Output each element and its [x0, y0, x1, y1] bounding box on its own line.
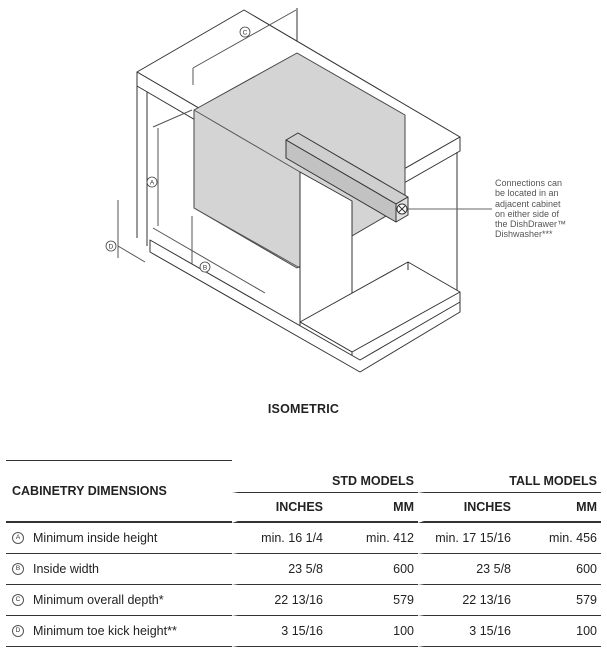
marker-b-icon: B	[12, 563, 24, 575]
marker-c	[240, 27, 250, 37]
row-label	[6, 585, 232, 616]
row-label-text: Minimum overall depth*	[33, 593, 164, 607]
cell-tall-inches: 23 5/8	[418, 554, 515, 585]
table-title: CABINETRY DIMENSIONS	[6, 460, 232, 523]
row-label	[6, 523, 232, 554]
cell-tall-inches: 22 13/16	[418, 585, 515, 616]
marker-a	[147, 177, 157, 187]
row-label-text: Inside width	[33, 562, 100, 576]
unit-std-mm: MM	[327, 493, 418, 523]
marker-b-label: B	[202, 264, 208, 272]
cell-std-inches: 23 5/8	[232, 554, 327, 585]
note-line: adjacent cabinet	[495, 198, 561, 209]
cell-tall-mm: min. 456	[515, 523, 601, 554]
cell-std-inches: min. 16 1/4	[232, 523, 327, 554]
cell-std-mm: 100	[327, 616, 418, 647]
marker-d-label: D	[108, 243, 114, 251]
marker-a-icon: A	[12, 532, 24, 544]
marker-c-label: C	[242, 29, 248, 37]
note-line: be located in an	[495, 188, 559, 199]
marker-d-icon: D	[12, 625, 24, 637]
cell-tall-mm: 579	[515, 585, 601, 616]
note-line: Dishwasher***	[495, 229, 553, 240]
group-std-models: STD MODELS	[232, 460, 418, 493]
cell-tall-mm: 100	[515, 616, 601, 647]
row-label-text: Minimum toe kick height**	[33, 624, 177, 638]
cell-std-inches: 22 13/16	[232, 585, 327, 616]
connections-note	[495, 178, 595, 240]
unit-tall-mm: MM	[515, 493, 601, 523]
cell-tall-mm: 600	[515, 554, 601, 585]
marker-c-icon: C	[12, 594, 24, 606]
cabinetry-dimensions-table	[6, 460, 601, 647]
table-row	[6, 554, 601, 585]
group-tall-models: TALL MODELS	[418, 460, 601, 493]
unit-std-inches: INCHES	[232, 493, 327, 523]
cell-tall-inches: min. 17 15/16	[418, 523, 515, 554]
row-label-text: Minimum inside height	[33, 531, 158, 545]
diagram-caption: ISOMETRIC	[267, 402, 340, 416]
note-line: on either side of	[495, 208, 560, 219]
cell-std-inches: 3 15/16	[232, 616, 327, 647]
marker-d	[106, 241, 116, 251]
cell-std-mm: 600	[327, 554, 418, 585]
marker-a-label: A	[149, 179, 155, 187]
note-line: Connections can	[495, 178, 563, 188]
row-label	[6, 616, 232, 647]
table-row	[6, 585, 601, 616]
cell-std-mm: min. 412	[327, 523, 418, 554]
marker-b	[200, 262, 210, 272]
cell-tall-inches: 3 15/16	[418, 616, 515, 647]
table-row	[6, 523, 601, 554]
note-line: the DishDrawer™	[495, 219, 567, 230]
table-row	[6, 616, 601, 647]
unit-tall-inches: INCHES	[418, 493, 515, 523]
row-label	[6, 554, 232, 585]
cell-std-mm: 579	[327, 585, 418, 616]
